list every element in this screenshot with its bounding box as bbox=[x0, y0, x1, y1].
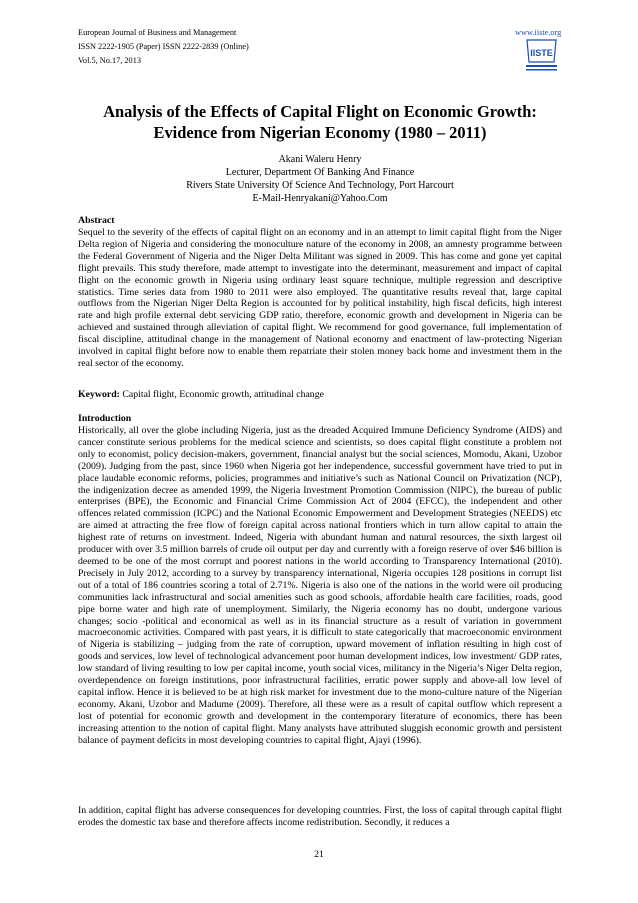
introduction-paragraph-2: In addition, capital flight has adverse consequences for developing countries. First, the loss of capital through capital flight erodes the domestic tax base and therefore affects income redistribution. Secondly, it reduces a bbox=[78, 805, 562, 828]
svg-text:IISTE: IISTE bbox=[530, 48, 553, 58]
page-number: 21 bbox=[314, 849, 324, 860]
paper-title bbox=[60, 101, 580, 143]
introduction-paragraph-1: Historically, all over the globe including Nigeria, just as the dreaded Acquired Immune Deficiency Syndrome (AIDS) and cancer constitute serious problems for the medical science and scientists, so does capital flight constitute a problem not only to economist, policy decision-makers, government, financial analyst but the social sciences, Momodu, Akani, Uzobor (2009). Judging from the past, since 1960 when Nigeria got her independence, successful government have tried to put in place laudable economic reforms, policies, programmes and initiative’s such as National Council on Privatization (NCP), the indigenization decree as amended 1999, the Nigeria Investment Promotion Commission (NIPC), the bureau of public enterprises (BPE), the Economic and Financial Crime Commission Act of 2004 (EFCC), the independent and other offences related commission (ICPC) and the National Economic Empowerment and Development Strategies (NEEDS) etc are aimed at attracting the free flow of foreign capital across national frontiers which in turn allow capital to attain the highest rate of returns on investment. Indeed, Nigeria with abundant human and natural resources, the sixth largest oil producer with over 3.5 million barrels of crude oil output per day and currently with a foreign reserve of over $46 billion is deemed to be one of the most corrupt and poorest nations in the world according to Transparency International (2010). Precisely in July 2012, according to a survey by transparency international, Nigeria occupies 128 positions in corrupt list out of a total of 186 countries scoring a total of 2.71%. Nigeria is also one of the nations in the world were oil producing communities lack infrastructural and social amenities such as good schools, affordable health care facilities, roads, good pipe borne water and high rate of unemployment. Similarly, the Nigeria economy has no doubt, undergone various changes; socio -political and economical as well as in its financial structure as a result of variation in government macroeconomic activities. Compared with past years, it is difficult to state categorically that macroeconomic environment of Nigeria is stabilizing – judging from the rate of corruption, upward movement of inflation resulting in high cost of goods and services, low level of technological advancement poor human development indices, low investment/ GDP rates, low standard of living resulting to low per capital income, youth social vices, militancy in the Nigeria’s Niger Delta region, overdependence on foreign institutions, poor infrastructural facilities, erratic power supply and above-all low level of capital inflow. Hence it is believed to be at high risk market for investment due to the mono-culture nature of the Nigerian economy. Akani, Uzobor and Madume (2009). Therefore, all these were as a result of capital outflow which represent a lost of potential for economic growth and development in the contemporary literature of economics, there has been increasing attention to the notion of capital flight. Many analysts have attributed sluggish economic growth and persistent balance of payment deficits in most developing countries to capital flight, Ajayi (1996). bbox=[78, 425, 562, 746]
author-name: Akani Waleru Henry bbox=[278, 154, 362, 165]
abstract-heading: Abstract bbox=[78, 215, 115, 226]
introduction-heading: Introduction bbox=[78, 413, 132, 424]
journal-url-link[interactable]: www.iiste.org bbox=[515, 28, 562, 37]
volume-line: Vol.5, No.17, 2013 bbox=[78, 56, 141, 65]
keywords-line bbox=[78, 389, 324, 400]
keywords-label: Keyword: bbox=[78, 389, 120, 400]
author-position: Lecturer, Department Of Banking And Finance bbox=[225, 167, 415, 178]
title-line-1: Analysis of the Effects of Capital Flight on Economic Growth: bbox=[103, 102, 537, 121]
author-affiliation: Rivers State University Of Science And Technology, Port Harcourt bbox=[186, 180, 454, 191]
abstract-text: Sequel to the severity of the effects of capital flight on an economy and in an attempt to limit capital flight from the Niger Delta region of Nigeria and considering the monoculture nature of the economy in 2008, an amnesty programme between the Federal Government of Nigeria and the Niger Delta Militant was signed in 2009. This has come and gone yet capital flight prevails. This study therefore, made attempt to investigate into the determinant, measurement and impact of capital flight on the economic growth in Nigeria using ordinary least square technique, multiple regression and descriptive statistics. Time series data from 1980 to 2011 were also employed. The quantitative results reveal that, large capital outflows from the Nigerian Niger Delta Region is accounted for by political instability, high fiscal deficits, high interest rate and high profile external debt servicing GDP ratio, therefore, economic growth and development in Nigeria can be achieved and sustained through alleviation of capital flight. We recommend for good governance, full implementation of fiscal discipline, attitudinal change in the management of National economy and enactment of law-protecting Nigerian involved in capital flight before now to enable them repatriate their stolen money back home and investment them in the real sector of the economy. bbox=[78, 227, 562, 369]
iiste-logo bbox=[523, 38, 560, 74]
author-email: E-Mail-Henryakani@Yahoo.Com bbox=[252, 193, 388, 204]
issn-line: ISSN 2222-1905 (Paper) ISSN 2222-2839 (Online) bbox=[78, 42, 249, 51]
title-line-2: Evidence from Nigerian Economy (1980 – 2011) bbox=[153, 123, 487, 142]
journal-name: European Journal of Business and Management bbox=[78, 28, 237, 37]
keywords-text: Capital flight, Economic growth, attitudinal change bbox=[119, 389, 324, 400]
